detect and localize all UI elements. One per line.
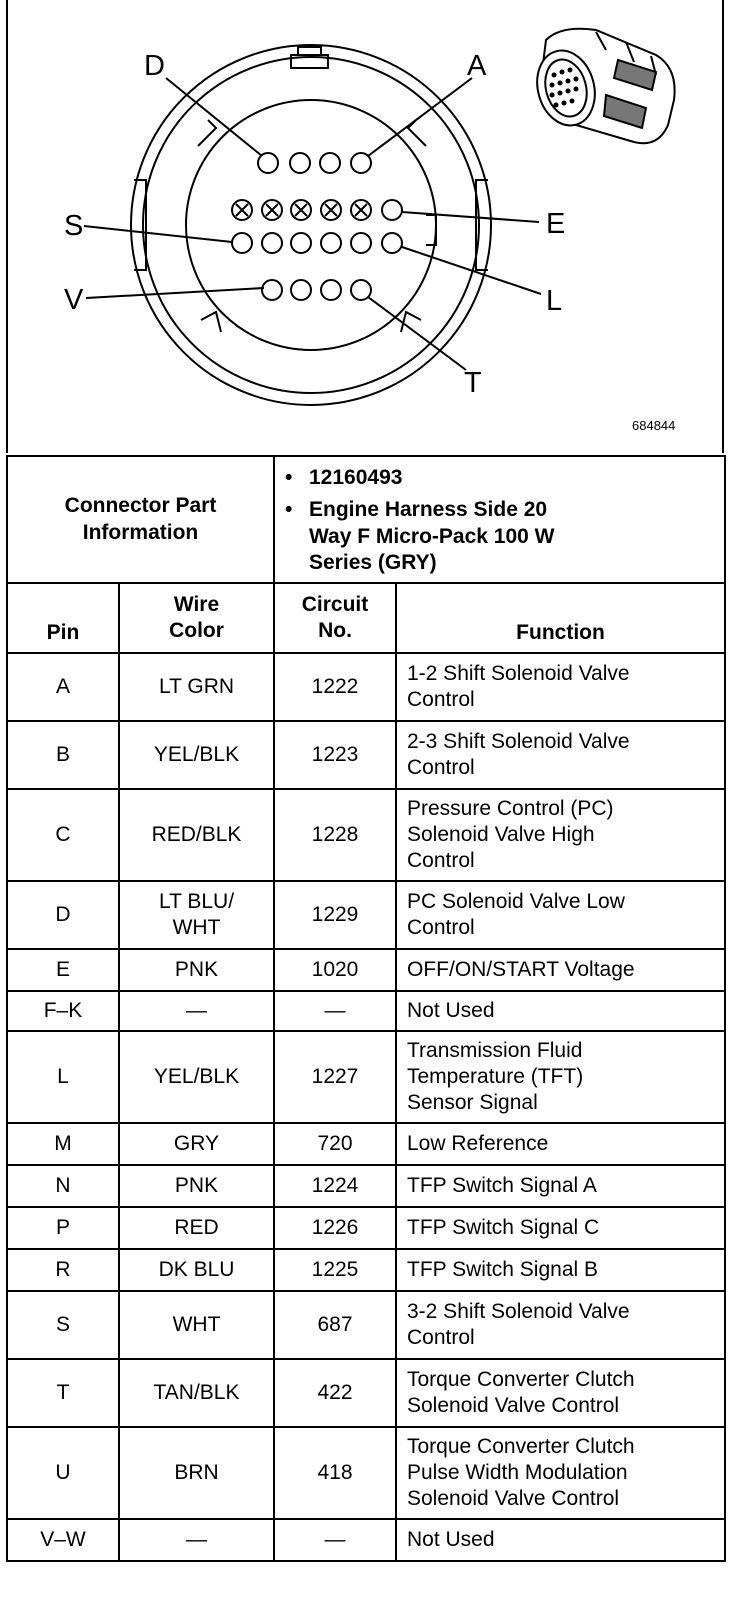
wire-color-line: PNK (174, 1173, 219, 1197)
function-cell (396, 721, 725, 789)
function-cell (396, 1123, 725, 1165)
connector-info-label-line2: Information (82, 520, 199, 544)
function-cell (396, 881, 725, 949)
connector-face (131, 45, 491, 405)
callout-leaders (84, 78, 541, 370)
function-line: PC Solenoid Valve Low (407, 889, 625, 913)
table-row (7, 949, 725, 991)
function-cell (396, 1519, 725, 1561)
function-line: Torque Converter Clutch (407, 1367, 635, 1391)
wire-color-cell (119, 1249, 274, 1291)
wire-color-cell (119, 949, 274, 991)
circuit-number-cell: 1222 (274, 653, 396, 721)
wire-color-line: DK BLU (158, 1257, 235, 1281)
wire-color-cell (119, 1031, 274, 1123)
function-line: Control (407, 849, 475, 873)
pin-cell: U (7, 1427, 119, 1519)
wire-color-line: TAN/BLK (153, 1380, 240, 1404)
circuit-number-cell: 720 (274, 1123, 396, 1165)
pin-cell: C (7, 789, 119, 881)
table-row (7, 721, 725, 789)
wire-color-line: PNK (174, 957, 219, 981)
wire-color-cell (119, 991, 274, 1031)
circuit-number-cell: 1228 (274, 789, 396, 881)
function-line: Solenoid Valve High (407, 822, 595, 846)
function-line: 1-2 Shift Solenoid Valve (407, 661, 630, 685)
wire-color-line: LT BLU/ (158, 889, 235, 913)
callout-t: T (464, 367, 482, 399)
pin-function-table (6, 455, 726, 1562)
circuit-number-cell: — (274, 1519, 396, 1561)
figure-code: 684844 (632, 418, 676, 433)
function-line: TFP Switch Signal C (407, 1215, 600, 1239)
connector-info-row (7, 456, 725, 583)
table-row (7, 1207, 725, 1249)
table-row (7, 881, 725, 949)
callout-v: V (64, 284, 84, 316)
connector-description-line: Way F Micro-Pack 100 W (309, 524, 555, 548)
callout-l: L (546, 285, 563, 317)
pin-cell: A (7, 653, 119, 721)
function-line: Not Used (407, 998, 495, 1022)
function-cell (396, 1207, 725, 1249)
header-circuit-line1: Circuit (301, 592, 369, 616)
table-header-row (7, 583, 725, 653)
function-cell (396, 1165, 725, 1207)
circuit-number-cell: 1229 (274, 881, 396, 949)
connector-info-label-line1: Connector Part (64, 494, 217, 518)
wire-color-cell (119, 1291, 274, 1359)
pin-cell: L (7, 1031, 119, 1123)
table-row (7, 1165, 725, 1207)
circuit-number-cell: 1020 (274, 949, 396, 991)
pin-cell: P (7, 1207, 119, 1249)
connector-description-line: Engine Harness Side 20 (309, 498, 548, 522)
function-cell (396, 789, 725, 881)
pin-cell: D (7, 881, 119, 949)
callout-e: E (546, 208, 566, 240)
callout-a: A (467, 50, 487, 82)
table-row (7, 991, 725, 1031)
header-wire-color-line1: Wire (173, 592, 220, 616)
table-row (7, 1519, 725, 1561)
function-line: Transmission Fluid (407, 1038, 583, 1062)
pin-cell: M (7, 1123, 119, 1165)
circuit-number-cell: 1227 (274, 1031, 396, 1123)
function-line: Torque Converter Clutch (407, 1434, 635, 1458)
circuit-number-cell: 418 (274, 1427, 396, 1519)
wire-color-line: RED (174, 1215, 219, 1239)
function-cell (396, 991, 725, 1031)
connector-info-details: • 12160493 • Engine Harness Side 20 Way F Micro-Pack 100 W Series (GRY) (274, 456, 725, 583)
wire-color-line: BRN (174, 1460, 219, 1484)
wire-color-line: WHT (172, 916, 221, 939)
callout-s: S (64, 210, 84, 242)
table-row (7, 653, 725, 721)
connector-description-line: Series (GRY) (309, 550, 437, 574)
wire-color-cell (119, 1359, 274, 1427)
circuit-number-cell: 1224 (274, 1165, 396, 1207)
function-line: Control (407, 916, 475, 939)
header-pin: Pin (7, 583, 119, 653)
connector-part-number: 12160493 (309, 466, 403, 489)
function-cell (396, 1427, 725, 1519)
connector-info-label (7, 456, 274, 583)
table-row (7, 1359, 725, 1427)
function-line: Low Reference (407, 1131, 549, 1155)
function-cell (396, 1291, 725, 1359)
function-line: 2-3 Shift Solenoid Valve (407, 729, 630, 753)
function-line: TFP Switch Signal B (407, 1257, 599, 1281)
wire-color-line: — (186, 1527, 207, 1551)
function-cell (396, 1359, 725, 1427)
circuit-number-cell: 1225 (274, 1249, 396, 1291)
pin-cell: N (7, 1165, 119, 1207)
pin-cell: V–W (7, 1519, 119, 1561)
wire-color-cell (119, 721, 274, 789)
table-row (7, 789, 725, 881)
header-function: Function (396, 583, 725, 653)
table-row (7, 1427, 725, 1519)
function-line: Not Used (407, 1527, 495, 1551)
pin-cavities (232, 153, 402, 300)
wire-color-cell (119, 1165, 274, 1207)
wire-color-cell (119, 789, 274, 881)
circuit-number-cell: 422 (274, 1359, 396, 1427)
function-cell (396, 653, 725, 721)
connector-isometric-sketch (529, 29, 674, 143)
circuit-number-cell: 1223 (274, 721, 396, 789)
header-circuit-no (274, 583, 396, 653)
function-line: OFF/ON/START Voltage (407, 957, 635, 981)
wire-color-cell (119, 653, 274, 721)
function-cell (396, 1031, 725, 1123)
wire-color-line: LT GRN (158, 674, 235, 698)
callout-d: D (144, 50, 165, 82)
pin-cell: E (7, 949, 119, 991)
function-cell (396, 1249, 725, 1291)
wire-color-cell (119, 881, 274, 949)
function-line: Control (407, 756, 475, 779)
pin-cell: R (7, 1249, 119, 1291)
wire-color-cell (119, 1427, 274, 1519)
wire-color-line: — (186, 998, 207, 1022)
wire-color-cell (119, 1123, 274, 1165)
table-row (7, 1123, 725, 1165)
function-line: Pulse Width Modulation (407, 1460, 628, 1484)
function-line: Control (407, 688, 475, 711)
function-line: 3-2 Shift Solenoid Valve (407, 1299, 630, 1323)
header-circuit-line2: No. (318, 619, 352, 642)
table-row (7, 1291, 725, 1359)
function-line: TFP Switch Signal A (407, 1173, 597, 1197)
function-line: Pressure Control (PC) (407, 796, 614, 820)
table-row (7, 1031, 725, 1123)
header-wire-color (119, 583, 274, 653)
connector-diagram (6, 0, 724, 455)
wire-color-line: WHT (172, 1312, 221, 1336)
wire-color-line: YEL/BLK (153, 742, 240, 766)
wire-color-line: GRY (173, 1131, 220, 1155)
wire-color-line: YEL/BLK (153, 1064, 240, 1088)
pin-cell: S (7, 1291, 119, 1359)
function-line: Temperature (TFT) (407, 1064, 584, 1088)
function-line: Solenoid Valve Control (407, 1487, 620, 1511)
pin-cell: T (7, 1359, 119, 1427)
header-wire-color-line2: Color (169, 619, 224, 642)
pin-cell: B (7, 721, 119, 789)
circuit-number-cell: 687 (274, 1291, 396, 1359)
circuit-number-cell: — (274, 991, 396, 1031)
wire-color-line: RED/BLK (151, 822, 242, 846)
function-line: Sensor Signal (407, 1091, 538, 1115)
circuit-number-cell: 1226 (274, 1207, 396, 1249)
function-line: Solenoid Valve Control (407, 1394, 620, 1417)
function-cell (396, 949, 725, 991)
function-line: Control (407, 1326, 475, 1349)
table-row (7, 1249, 725, 1291)
wire-color-cell (119, 1207, 274, 1249)
pin-cell: F–K (7, 991, 119, 1031)
wire-color-cell (119, 1519, 274, 1561)
